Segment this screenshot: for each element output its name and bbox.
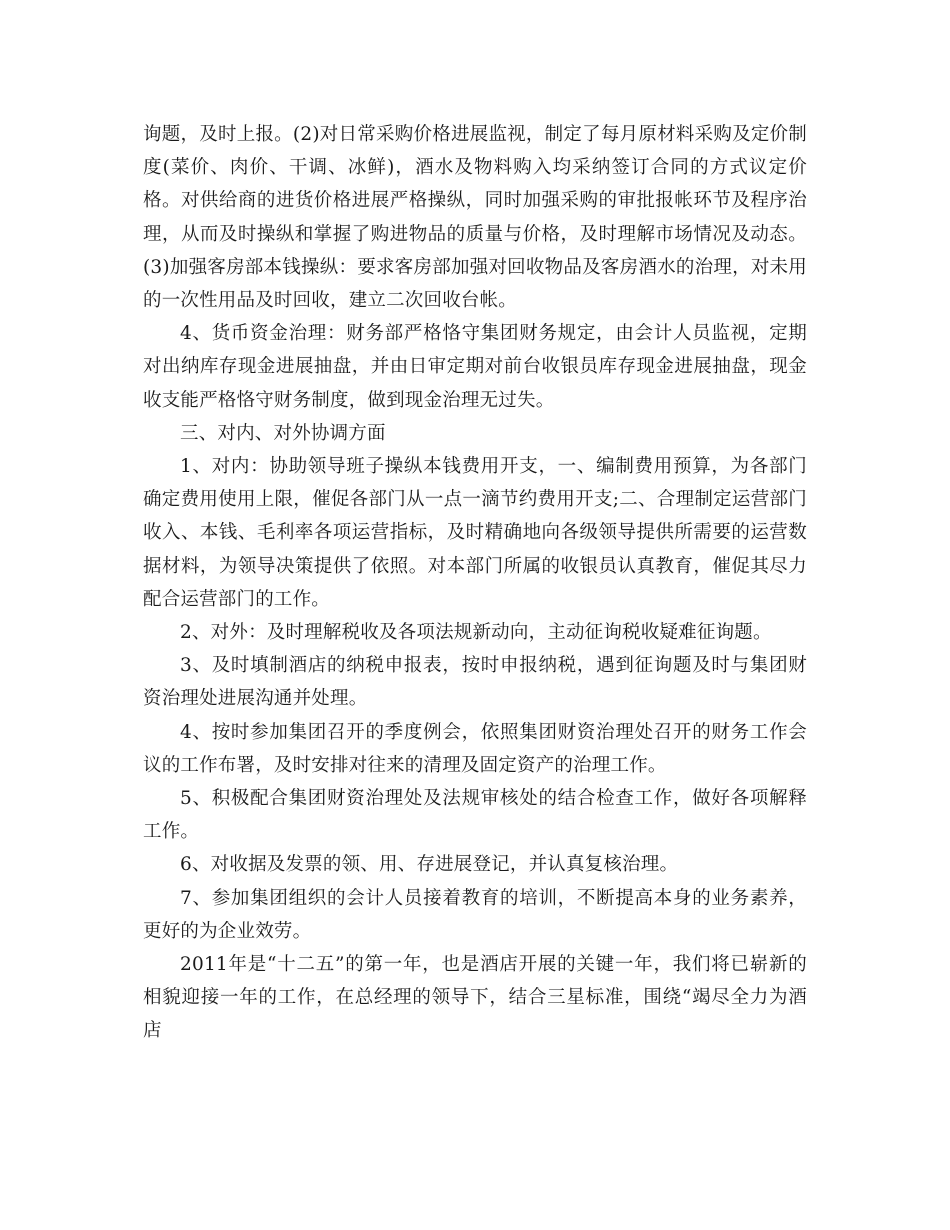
paragraph-2011-outlook: 2011年是“十二五”的第一年，也是酒店开展的关键一年，我们将已崭新的相貌迎接一年的工作，在总经理的领导下，结合三星标准，围绕“竭尽全力为酒店 [143, 954, 807, 1042]
paragraph-procurement-continued: 询题，及时上报。(2)对日常采购价格进展监视，制定了每月原材料采购及定价制度(菜价、肉价、干调、冰鲜)，酒水及物料购入均采纳签订合同的方式议定价格。对供给商的进货价格进展严格操纵，同时加强采购的审批报帐环节及程序治理，从而及时操纵和掌握了购进物品的质量与价格，及时理解市场情况及动态。(3)加强客房部本钱操纵：要求客房部加强对回收物品及客房酒水的治理，对未用的一次性用品及时回收，建立二次回收台帐。 [143, 124, 807, 312]
paragraph-quarterly-meeting: 4、按时参加集团召开的季度例会，依照集团财资治理处召开的财务工作会议的工作布署，及时安排对往来的清理及固定资产的治理工作。 [143, 721, 807, 776]
document-body [143, 118, 807, 1048]
paragraph-joint-inspection: 5、积极配合集团财资治理处及法规审核处的结合检查工作，做好各项解释工作。 [143, 788, 807, 843]
section-heading-coordination: 三、对内、对外协调方面 [180, 422, 386, 444]
paragraph-external: 2、对外：及时理解税收及各项法规新动向，主动征询税收疑难征询题。 [180, 622, 772, 644]
paragraph-training: 7、参加集团组织的会计人员接着教育的培训，不断提高本身的业务素养，更好的为企业效劳。 [143, 887, 807, 942]
paragraph-receipts-invoices: 6、对收据及发票的领、用、存进展登记，并认真复核治理。 [180, 854, 679, 876]
paragraph-cash-management: 4、货币资金治理：财务部严格恪守集团财务规定，由会计人员监视，定期对出纳库存现金进展抽盘，并由日审定期对前台收银员库存现金进展抽盘，现金收支能严格恪守财务制度，做到现金治理无过失。 [143, 323, 807, 411]
paragraph-tax-filing: 3、及时填制酒店的纳税申报表，按时申报纳税，遇到征询题及时与集团财资治理处进展沟通并处理。 [143, 655, 807, 710]
paragraph-internal: 1、对内：协助领导班子操纵本钱费用开支，一、编制费用预算，为各部门确定费用使用上限，催促各部门从一点一滴节约费用开支;二、合理制定运营部门收入、本钱、毛利率各项运营指标，及时精确地向各级领导提供所需要的运营数据材料，为领导决策提供了依照。对本部门所属的收银员认真教育，催促其尽力配合运营部门的工作。 [143, 456, 807, 610]
